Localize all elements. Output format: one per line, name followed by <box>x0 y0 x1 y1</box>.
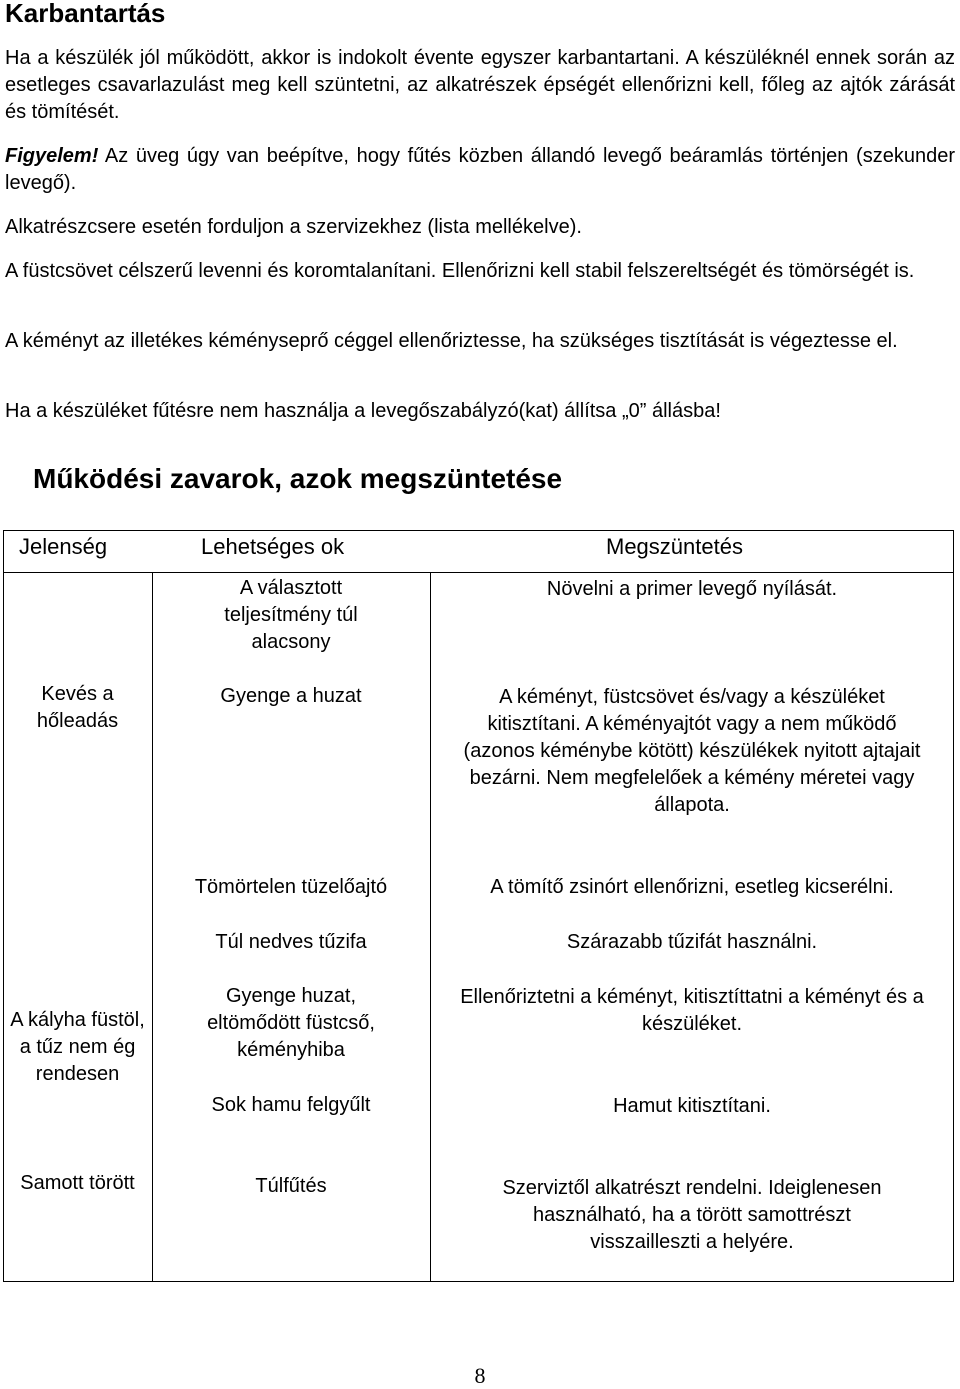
table-header-symptom: Jelenség <box>19 534 108 559</box>
table-cell-remedy: A tömítő zsinórt ellenőrizni, esetleg kicserélni. <box>490 876 894 898</box>
table-header-divider <box>3 572 954 573</box>
table-cell-symptom: Samott törött <box>20 1172 135 1194</box>
paragraph-annual-maintenance: Ha a készülék jól működött, akkor is indokolt évente egyszer karbantartani. A készüléknél ennek során az esetleges csavarlazulást meg kell szüntetni, az alkatrészek épségét ellenőrizni kell, főleg az ajtók zárását és tömítését. <box>5 47 955 123</box>
table-cell-cause: Gyenge huzat, eltömődött füstcső, kéményhiba <box>207 985 375 1061</box>
table-cell-cause: Túlfűtés <box>255 1175 327 1197</box>
table-cell-cause: Gyenge a huzat <box>220 685 362 707</box>
table-header-remedy: Megszüntetés <box>606 534 743 559</box>
warning-text: Az üveg úgy van beépítve, hogy fűtés közben állandó levegő beáramlás történjen (szekunder levegő). <box>5 145 955 194</box>
paragraph-parts-replacement: Alkatrészcsere esetén forduljon a szervizekhez (lista mellékelve). <box>5 216 582 238</box>
table-cell-remedy: Hamut kitisztítani. <box>613 1095 771 1117</box>
paragraph-air-regulator: Ha a készüléket fűtésre nem használja a levegőszabályzó(kat) állítsa „0” állásba! <box>5 400 721 422</box>
table-cell-cause: Túl nedves tűzifa <box>215 931 367 953</box>
table-cell-symptom: A kályha füstöl, a tűz nem ég rendesen <box>10 1009 145 1085</box>
section-title-maintenance: Karbantartás <box>5 0 166 28</box>
table-cell-cause: Tömörtelen tüzelőajtó <box>194 876 388 898</box>
table-cell-cause: Sok hamu felgyűlt <box>211 1094 371 1116</box>
section-title-troubleshooting: Működési zavarok, azok megszüntetése <box>33 463 563 494</box>
table-cell-symptom: Kevés a hőleadás <box>36 683 119 732</box>
table-cell-remedy: Ellenőriztetni a kéményt, kitisztíttatni a kéményt és a készüléket. <box>460 986 924 1035</box>
table-cell-remedy: Növelni a primer levegő nyílását. <box>546 578 838 600</box>
table-cell-remedy: Szerviztől alkatrészt rendelni. Ideiglenesen használható, ha a törött samottrészt visszailleszti a helyére. <box>502 1177 882 1253</box>
page-number: 8 <box>474 1363 486 1388</box>
warning-label: Figyelem! <box>5 145 99 167</box>
paragraph-flue-pipe: A füstcsövet célszerű levenni és koromtalanítani. Ellenőrizni kell stabil felszereltségét és tömörségét is. <box>5 260 915 282</box>
paragraph-chimney: A kéményt az illetékes kéményseprő céggel ellenőriztesse, ha szükséges tisztítását is végeztesse el. <box>5 330 898 352</box>
table-header-cause: Lehetséges ok <box>201 534 345 559</box>
paragraph-warning <box>5 143 955 197</box>
table-cell-remedy: A kéményt, füstcsövet és/vagy a készüléket kitisztítani. A kéményajtót vagy a nem működő (azonos kéménybe kötött) készülékek nyitott ajtajait bezárni. Nem megfelelőek a kémény méretei vagy állapota. <box>463 686 921 816</box>
table-cell-cause: A választott teljesítmény túl alacsony <box>224 577 358 653</box>
table-cell-remedy: Szárazabb tűzifát használni. <box>566 931 818 953</box>
